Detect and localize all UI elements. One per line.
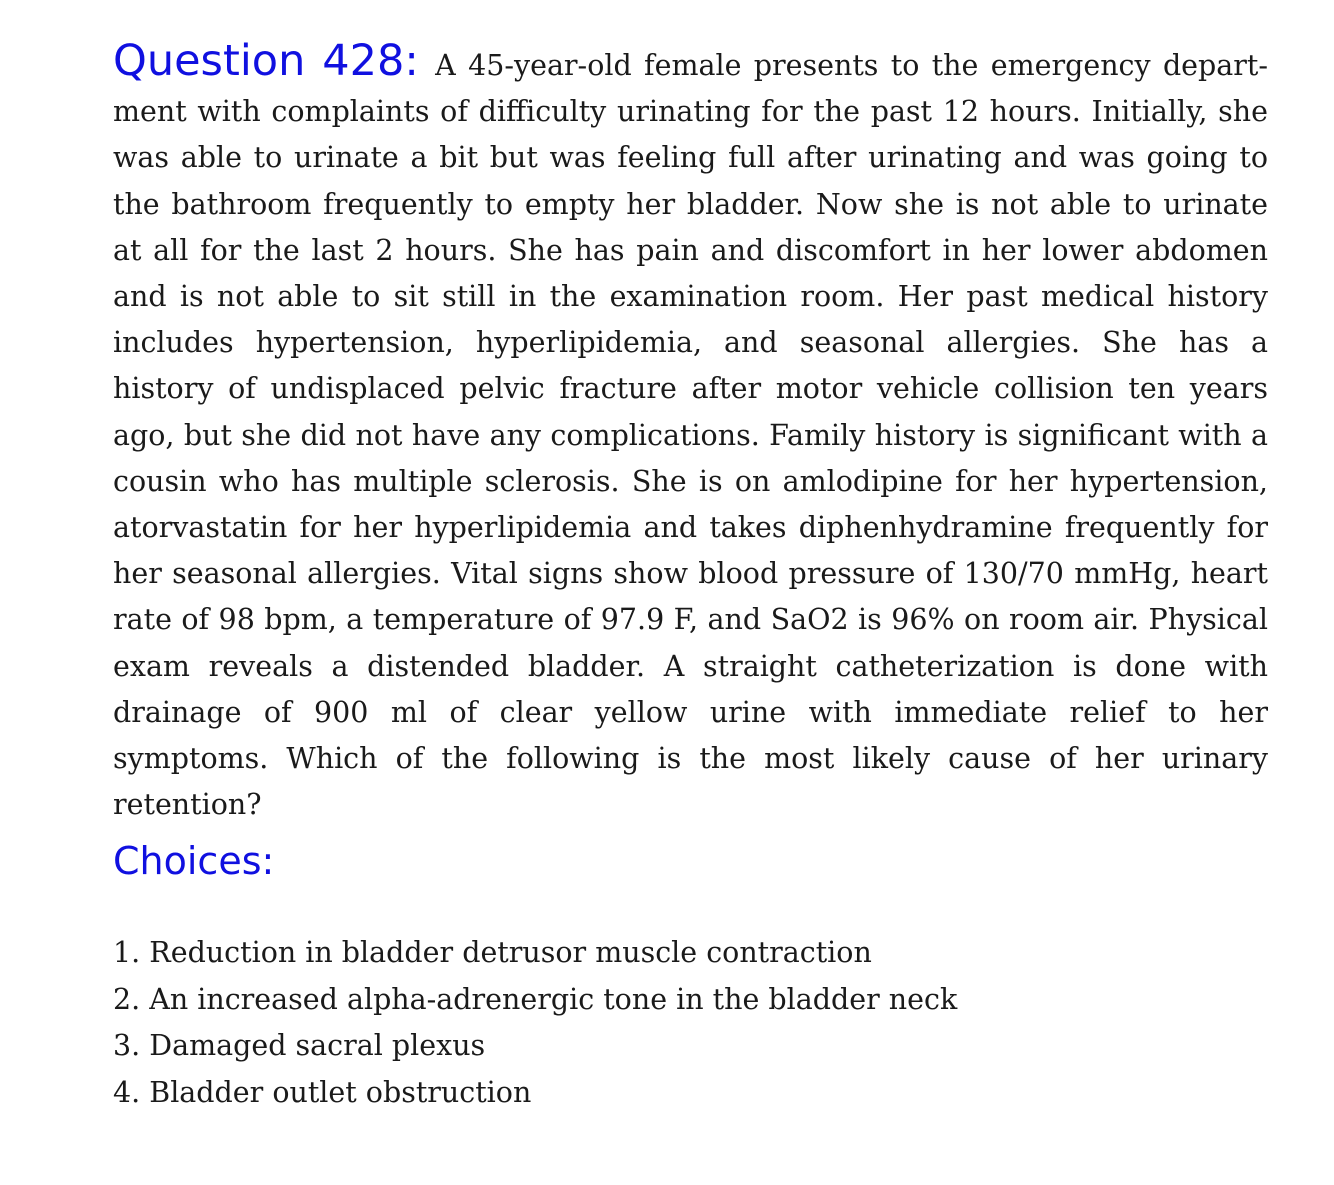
choice-3: 3. Damaged sacral plexus [113, 1029, 486, 1062]
choice-1: 1. Reduction in bladder detrusor muscle contraction [113, 936, 872, 969]
question-text: A 45-year-old female presents to the emergency department with complaints of difficulty urinating for the past 12 hours. Initially, she was able to urinate a bit but was feeling full after urinating and was going to the bathroom frequently to empty her bladder. Now she is not able to urinate at all for the last 2 hours. She has pain and discomfort in her lower abdomen and is not able to sit still in the examination room. Her past medical history includes hypertension, hyperlipidemia, and seasonal allergies. She has a history of undisplaced pelvic fracture after motor vehicle collision ten years ago, but she did not have any complications. Family history is significant with a cousin who has multiple sclerosis. She is on amlodipine for her hypertension, atorvastatin for her hyperlipidemia and takes diphenhydramine frequently for her seasonal allergies. Vital signs show blood pressure of 130/70 mmHg, heart rate of 98 bpm, a temperature of 97.9 F, and SaO2 is 96% on room air. Physical exam reveals a distended bladder. A straight catheterization is done with drainage of 900 ml of clear yellow urine with immediate relief to her symptoms. Which of the following is the most likely cause of her urinary retention? [113, 49, 1269, 822]
choices-heading: Choices: [113, 839, 275, 883]
question-label: Question 428: [113, 36, 419, 86]
choices-list [113, 930, 957, 1116]
choice-4: 4. Bladder outlet obstruction [113, 1075, 532, 1109]
choice-2: 2. An increased alpha-adrenergic tone in the bladder neck [113, 982, 958, 1016]
question-paragraph [113, 38, 1268, 828]
question-page [113, 36, 1269, 1109]
